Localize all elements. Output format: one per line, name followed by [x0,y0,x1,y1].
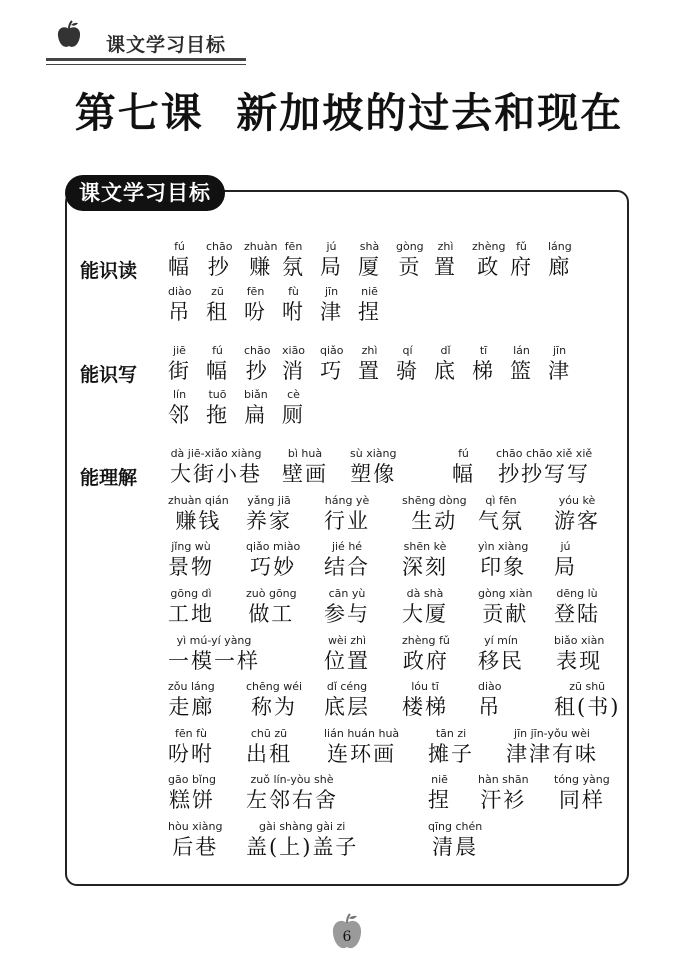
pinyin: chēng wéi [246,680,303,693]
hanzi: 位置 [324,649,370,673]
hanzi: 左邻右舍 [246,788,338,812]
pinyin: yìn xiàng [478,540,529,553]
pinyin: fú [458,447,469,460]
vocab-entry [246,820,358,860]
pinyin: biǎo xiàn [554,634,605,647]
hanzi: 租(书) [554,695,621,719]
hanzi: 篮 [510,359,533,383]
vocab-entry [496,447,592,487]
vocab-entry [206,388,229,428]
vocab-entry [554,773,610,813]
vocab-entry [282,344,305,384]
pinyin: jīn [552,344,567,357]
hanzi: 结合 [324,555,370,579]
hanzi: 底 [434,359,457,383]
pinyin: yóu kè [558,494,596,507]
vocab-entry [402,494,467,534]
vocab-entry [244,285,267,325]
vocab-entry [170,447,262,487]
section-header [46,18,246,64]
hanzi: 吊 [478,695,502,719]
vocab-entry [324,494,370,534]
vocab-entry [402,680,448,720]
pinyin: diào [478,680,502,693]
hanzi: 租 [206,300,229,324]
vocab-entry [246,773,338,813]
hanzi: 养家 [246,509,292,533]
hanzi: 政府 [402,649,449,673]
content-box [65,190,629,886]
vocab-entry [246,680,302,720]
hanzi: 糕饼 [168,788,215,812]
header-underline-thin [46,64,246,65]
pinyin: niē [431,773,448,786]
hanzi: 幅 [452,462,475,486]
hanzi: 表现 [556,649,603,673]
pinyin: jú [326,240,337,253]
hanzi: 吩咐 [168,742,214,766]
hanzi: 消 [282,359,306,383]
pinyin: zhèng fǔ [402,634,450,647]
vocab-entry [324,634,370,674]
vocab-entry [478,540,528,580]
vocab-entry [452,447,475,487]
pinyin: qí [402,344,413,357]
hanzi: 街 [168,359,191,383]
vocab-entry [168,820,222,860]
pinyin: dà shà [406,587,444,600]
pinyin: yì mú-yí yàng [176,634,252,647]
hanzi: 登陆 [554,602,600,626]
hanzi: 大厦 [402,602,448,626]
hanzi: 一模一样 [168,649,260,673]
vocab-entry [168,344,191,384]
pinyin: niē [361,285,378,298]
page-number: 6 [342,929,352,945]
pinyin: zhì [437,240,454,253]
pinyin: lán [513,344,530,357]
vocab-entry [478,773,529,813]
vocab-entry [246,587,297,627]
hanzi: 楼梯 [402,695,448,719]
vocab-entry [396,240,424,280]
hanzi: 骑 [396,359,419,383]
pinyin: qiǎo [320,344,344,357]
vocab-entry [554,587,600,627]
vocab-entry [478,587,532,627]
vocab-entry [206,240,233,280]
section-write-label: 能识写 [80,364,138,386]
hanzi: 清晨 [432,835,479,859]
pinyin: gòng xiàn [478,587,533,600]
pinyin: zǒu láng [168,680,215,693]
pinyin: hòu xiàng [168,820,223,833]
vocab-entry [554,494,600,534]
pinyin: diào [168,285,192,298]
hanzi: 廊 [548,255,572,279]
pinyin: bì huà [287,447,323,460]
vocab-entry [402,634,450,674]
vocab-entry [324,587,370,627]
vocab-entry [434,240,457,280]
pinyin: zhì [361,344,378,357]
hanzi: 政 [477,255,501,279]
pinyin: láng [548,240,572,253]
hanzi: 吊 [168,300,192,324]
hanzi: 津 [548,359,571,383]
hanzi: 邻 [168,403,191,427]
section-read-label: 能识读 [80,260,138,282]
hanzi: 生动 [411,509,458,533]
pinyin: chāo [244,344,271,357]
hanzi: 局 [320,255,343,279]
hanzi: 做工 [248,602,295,626]
hanzi: 扁 [244,403,268,427]
pinyin: yí mín [484,634,518,647]
hanzi: 氛 [282,255,305,279]
pinyin: zū [211,285,224,298]
hanzi: 抄 [245,359,269,383]
vocab-entry [478,494,524,534]
pinyin: jié hé [331,540,363,553]
pinyin: yǎng jiā [247,494,291,507]
pinyin: zuǒ lín-yòu shè [250,773,334,786]
pinyin: háng yè [324,494,370,507]
pinyin: cè [287,388,300,401]
pinyin: sù xiàng [350,447,397,460]
vocab-entry [282,388,305,428]
vocab-entry [324,727,399,767]
vocab-entry [246,494,292,534]
pinyin: gòng [396,240,424,253]
hanzi: 捏 [428,788,451,812]
hanzi: 捏 [358,300,381,324]
hanzi: 拖 [206,403,229,427]
hanzi: 行业 [324,509,370,533]
vocab-entry [282,447,328,487]
hanzi: 汗衫 [480,788,527,812]
pinyin: qì fēn [485,494,517,507]
vocab-entry [428,773,451,813]
pinyin: biǎn [244,388,268,401]
vocab-entry [554,540,577,580]
pinyin: shēn kè [403,540,447,553]
hanzi: 厕 [282,403,305,427]
vocab-entry [282,285,305,325]
vocab-entry [246,540,300,580]
pinyin: jīn [324,285,339,298]
header-label: 课文学习目标 [106,34,227,56]
vocab-entry [168,727,214,767]
vocab-entry [506,727,598,767]
vocab-entry [168,680,215,720]
vocab-entry [282,240,305,280]
vocab-entry [168,494,229,534]
hanzi: 底层 [324,695,370,719]
hanzi: 塑像 [350,462,397,486]
hanzi: 津津有味 [506,742,598,766]
pinyin: cān yù [328,587,366,600]
pinyin: lián huán huà [324,727,400,740]
hanzi: 巧妙 [250,555,297,579]
hanzi: 盖(上)盖子 [246,835,359,859]
vocab-entry [434,344,457,384]
pinyin: dà jiē-xiǎo xiàng [170,447,262,460]
pinyin: xiāo [282,344,306,357]
pinyin: tuō [208,388,227,401]
vocab-entry [168,587,214,627]
pinyin: jǐng wù [171,540,211,553]
vocab-entry [554,634,604,674]
hanzi: 咐 [282,300,305,324]
header-underline [46,58,246,61]
hanzi: 厦 [358,255,381,279]
pinyin: fǔ [516,240,527,253]
hanzi: 巧 [320,359,344,383]
pinyin: gāo bǐng [168,773,216,786]
pinyin: qiǎo miào [246,540,301,553]
pinyin: jīn jīn-yǒu wèi [514,727,590,740]
hanzi: 大街小巷 [170,462,262,486]
hanzi: 贡献 [482,602,529,626]
pinyin: wèi zhì [327,634,367,647]
vocab-entry [244,388,268,428]
hanzi: 置 [358,359,381,383]
vocab-entry [324,540,370,580]
vocab-entry [246,727,292,767]
pinyin: tóng yàng [554,773,610,786]
hanzi: 赚 [249,255,273,279]
hanzi: 印象 [480,555,527,579]
vocab-entry [168,773,216,813]
vocab-entry [320,285,343,325]
pinyin: chāo [206,240,233,253]
vocab-entry [168,285,192,325]
vocab-entry [428,820,482,860]
vocab-entry [320,344,344,384]
vocab-entry [478,634,524,674]
section-understand-label: 能理解 [80,467,138,489]
pinyin: lín [172,388,187,401]
hanzi: 吩 [244,300,267,324]
pinyin: tān zi [435,727,467,740]
pinyin: gài shàng gài zi [259,820,346,833]
vocab-entry [324,680,370,720]
hanzi: 壁画 [282,462,328,486]
hanzi: 府 [510,255,533,279]
hanzi: 津 [320,300,343,324]
pinyin: gōng dì [170,587,212,600]
vocab-entry [350,447,396,487]
box-label: 课文学习目标 [65,175,225,211]
hanzi: 摊子 [428,742,474,766]
hanzi: 游客 [554,509,600,533]
pinyin: chū zū [250,727,288,740]
hanzi: 后巷 [172,835,219,859]
vocab-entry [510,240,533,280]
vocab-entry [244,240,277,280]
vocab-entry [548,240,572,280]
hanzi: 赚钱 [175,509,222,533]
vocab-entry [510,344,533,384]
pinyin: zhuàn [244,240,278,253]
page-number-apple-icon [330,912,364,952]
vocab-entry [206,285,229,325]
hanzi: 气氛 [478,509,524,533]
hanzi: 贡 [398,255,422,279]
vocab-entry [472,344,495,384]
page-title: 第七课 新加坡的过去和现在 [74,89,624,137]
hanzi: 参与 [324,602,370,626]
pinyin: dǐ céng [326,680,368,693]
pinyin: dǐ [440,344,451,357]
pinyin: fēn [246,285,265,298]
vocab-entry [554,680,620,720]
pinyin: jiē [173,344,186,357]
vocab-entry [358,285,381,325]
hanzi: 局 [554,555,577,579]
hanzi: 同样 [558,788,605,812]
vocab-entry [358,344,381,384]
hanzi: 移民 [478,649,524,673]
pinyin: tī [479,344,488,357]
pinyin: lóu tī [411,680,439,693]
vocab-entry [168,388,191,428]
hanzi: 景物 [168,555,214,579]
hanzi: 抄抄写写 [498,462,591,486]
hanzi: 梯 [472,359,495,383]
hanzi: 工地 [168,602,214,626]
pinyin: chāo chāo xiě xiě [496,447,593,460]
vocab-entry [244,344,271,384]
pinyin: zū shū [569,680,606,693]
hanzi: 走廊 [168,695,215,719]
hanzi: 连环画 [327,742,397,766]
pinyin: qīng chén [428,820,483,833]
vocab-entry [168,540,214,580]
pinyin: fú [212,344,223,357]
pinyin: fú [174,240,185,253]
hanzi: 出租 [246,742,292,766]
vocab-entry [320,240,343,280]
pinyin: shà [359,240,380,253]
pinyin: zhèng [472,240,506,253]
pinyin: fēn fù [175,727,207,740]
pinyin: hàn shān [478,773,529,786]
pinyin: dēng lù [556,587,598,600]
hanzi: 称为 [251,695,298,719]
hanzi: 幅 [206,359,229,383]
pinyin: zuò gōng [246,587,297,600]
vocab-entry [428,727,474,767]
vocab-entry [548,344,571,384]
pinyin: fēn [284,240,303,253]
vocab-entry [358,240,381,280]
hanzi: 幅 [168,255,191,279]
pinyin: jú [560,540,571,553]
hanzi: 抄 [207,255,231,279]
hanzi: 置 [434,255,457,279]
hanzi: 深刻 [402,555,448,579]
pinyin: fù [288,285,299,298]
apple-icon [56,20,82,50]
pinyin: zhuàn qián [168,494,229,507]
vocab-entry [396,344,419,384]
vocab-entry [402,587,448,627]
vocab-entry [478,680,502,720]
vocab-entry [206,344,229,384]
vocab-entry [168,634,260,674]
vocab-entry [402,540,448,580]
vocab-entry [168,240,191,280]
vocab-entry [472,240,505,280]
pinyin: shēng dòng [402,494,467,507]
